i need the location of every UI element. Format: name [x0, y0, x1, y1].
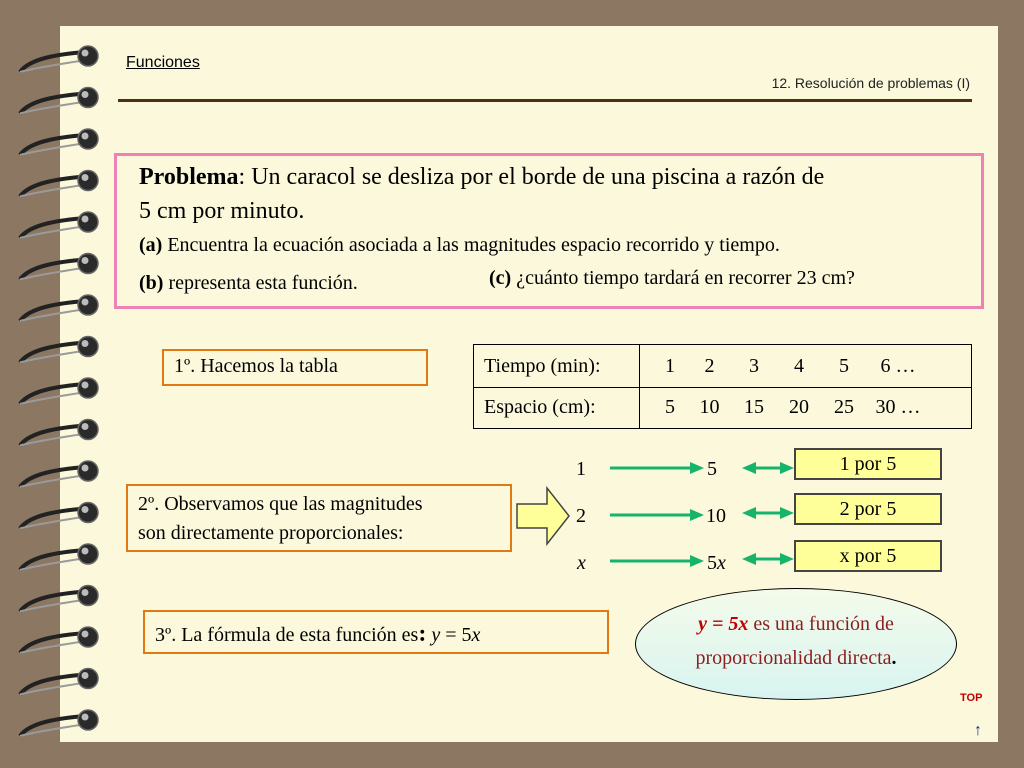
spiral-ring-icon	[20, 378, 98, 404]
spiral-ring-icon	[20, 461, 98, 487]
spiral-ring-icon	[20, 129, 98, 155]
spiral-ring-icon	[20, 337, 98, 363]
formula-eq: = 5	[440, 624, 472, 646]
conclusion-line-1	[636, 607, 956, 641]
table-time-cell: 6 …	[880, 355, 916, 377]
conclusion-ellipse	[635, 588, 957, 700]
spiral-ring-icon	[20, 669, 98, 695]
right-arrow-icon	[515, 486, 571, 546]
table-time-cell: 1	[665, 355, 675, 377]
step-1-box: 1º. Hacemos la tabla	[162, 349, 428, 386]
conclusion-text-1: es una función de	[748, 613, 894, 635]
table-row-distance	[474, 386, 971, 428]
table-distance-cell: 5	[665, 396, 675, 418]
table-values-distance	[652, 396, 929, 419]
header-divider	[118, 99, 972, 102]
spiral-ring-icon	[20, 46, 98, 72]
spiral-ring-icon	[20, 586, 98, 612]
conclusion-text-2: proporcionalidad directa	[695, 647, 892, 669]
table-col-divider	[639, 345, 640, 428]
conclusion-line-2	[636, 641, 956, 675]
spiral-ring-icon	[20, 627, 98, 653]
table-distance-cell: 20	[789, 396, 809, 418]
problem-label: Problema	[139, 164, 239, 190]
mapping-output-x-var: x	[717, 552, 726, 574]
problem-text: : Un caracol se desliza por el borde de una piscina a razón de	[238, 164, 825, 190]
table-row-time	[474, 345, 971, 387]
table-time-cell: 5	[839, 355, 849, 377]
explanation-box-x: x por 5	[794, 540, 942, 572]
spiral-ring-icon	[20, 88, 98, 114]
mapping-input-2: 2	[576, 505, 586, 527]
mapping-output-2: 10	[706, 505, 726, 527]
formula-x: x	[471, 624, 481, 646]
mapping-output-1: 5	[707, 458, 717, 480]
table-time-cell: 3	[749, 355, 759, 377]
spiral-binding	[0, 0, 110, 768]
table-distance-cell: 15	[744, 396, 764, 418]
question-a-text: Encuentra la ecuación asociada a las magnitudes espacio recorrido y tiempo.	[162, 234, 780, 256]
explanation-box-2: 2 por 5	[794, 493, 942, 525]
spiral-ring-icon	[20, 710, 98, 736]
step-2-line-1: 2º. Observamos que las magnitudes	[138, 493, 423, 515]
question-c	[489, 267, 855, 290]
step-3-colon: :	[418, 621, 427, 647]
top-link[interactable]: TOP	[960, 692, 983, 704]
spiral-ring-icon	[20, 544, 98, 570]
spiral-ring-icon	[20, 295, 98, 321]
question-a-label: (a)	[139, 234, 163, 256]
problem-line-1	[139, 164, 824, 191]
mapping-output-x-coef: 5	[707, 552, 717, 574]
conclusion-formula: y = 5x	[698, 613, 749, 635]
question-a	[139, 234, 780, 257]
question-b	[139, 272, 358, 295]
problem-line-2: 5 cm por minuto.	[139, 198, 305, 224]
step-3-box	[143, 610, 609, 654]
table-header-distance: Espacio (cm):	[484, 396, 596, 418]
table-header-time: Tiempo (min):	[484, 355, 601, 377]
spiral-ring-icon	[20, 212, 98, 238]
spiral-ring-icon	[20, 503, 98, 529]
mapping-input-x: x	[577, 552, 586, 574]
spiral-ring-icon	[20, 171, 98, 197]
values-table	[473, 344, 972, 429]
question-b-text: representa esta función.	[163, 272, 358, 294]
table-time-cell: 2	[704, 355, 715, 377]
conclusion-period: .	[891, 647, 897, 669]
formula-y: y	[431, 624, 441, 646]
mapping-input-1: 1	[576, 458, 586, 480]
mapping-output-x	[707, 552, 726, 575]
spiral-ring-icon	[20, 254, 98, 280]
section-title: 12. Resolución de problemas (I)	[771, 75, 970, 91]
question-c-text: ¿cuánto tiempo tardará en recorrer 23 cm?	[511, 267, 855, 289]
mapping-arrows	[606, 456, 796, 576]
table-distance-cell: 30 …	[875, 396, 921, 418]
step-3-text: 3º. La fórmula de esta función es	[155, 624, 419, 646]
spiral-ring-icon	[20, 420, 98, 446]
nav-title-link[interactable]: Funciones	[126, 54, 200, 71]
table-distance-cell: 10	[699, 396, 720, 418]
question-b-label: (b)	[139, 272, 164, 294]
step-2-line-2: son directamente proporcionales:	[138, 522, 404, 544]
table-time-cell: 4	[794, 355, 804, 377]
explanation-box-1: 1 por 5	[794, 448, 942, 480]
table-values-time	[652, 355, 929, 378]
up-arrow-icon[interactable]: ↑	[974, 722, 982, 739]
question-c-label: (c)	[489, 267, 512, 289]
table-distance-cell: 25	[834, 396, 854, 418]
step-2-box	[126, 484, 512, 552]
problem-statement-box	[114, 153, 984, 309]
